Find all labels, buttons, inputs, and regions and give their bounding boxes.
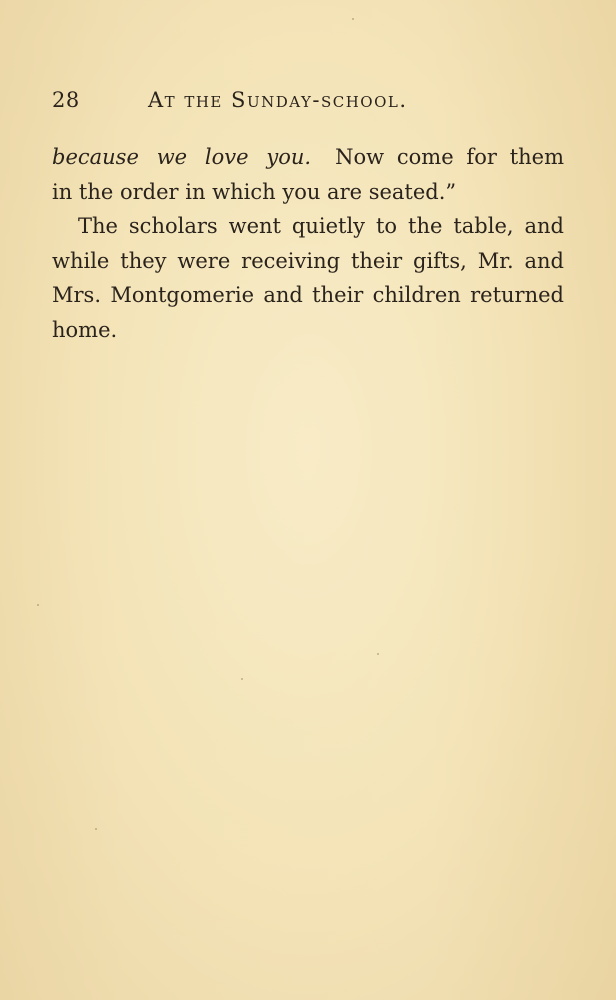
paragraph-2-line-4: home. [52,317,118,342]
paragraph-2-line-3: Mrs. Montgomerie and their children returned [52,283,564,307]
paper-speck [95,828,97,830]
paper-speck [37,604,39,606]
body-text [52,140,564,347]
paragraph-2-line-2: while they were receiving their gifts, Mr. and [52,248,564,273]
paragraph-1-line-1 [52,140,564,175]
paper-speck [377,653,379,655]
running-head [52,88,564,120]
paragraph-2-line-1: The scholars went quietly to the table, and [78,214,564,238]
paper-speck [352,18,354,20]
page-number: 28 [52,88,80,112]
paragraph-1-line-2: in the order in which you are seated.” [52,179,457,204]
paper-speck [241,678,243,680]
italic-phrase: because we love you. [52,145,312,169]
line-text: Now come for them [335,145,564,169]
running-title: At the Sunday-school. [148,88,408,112]
